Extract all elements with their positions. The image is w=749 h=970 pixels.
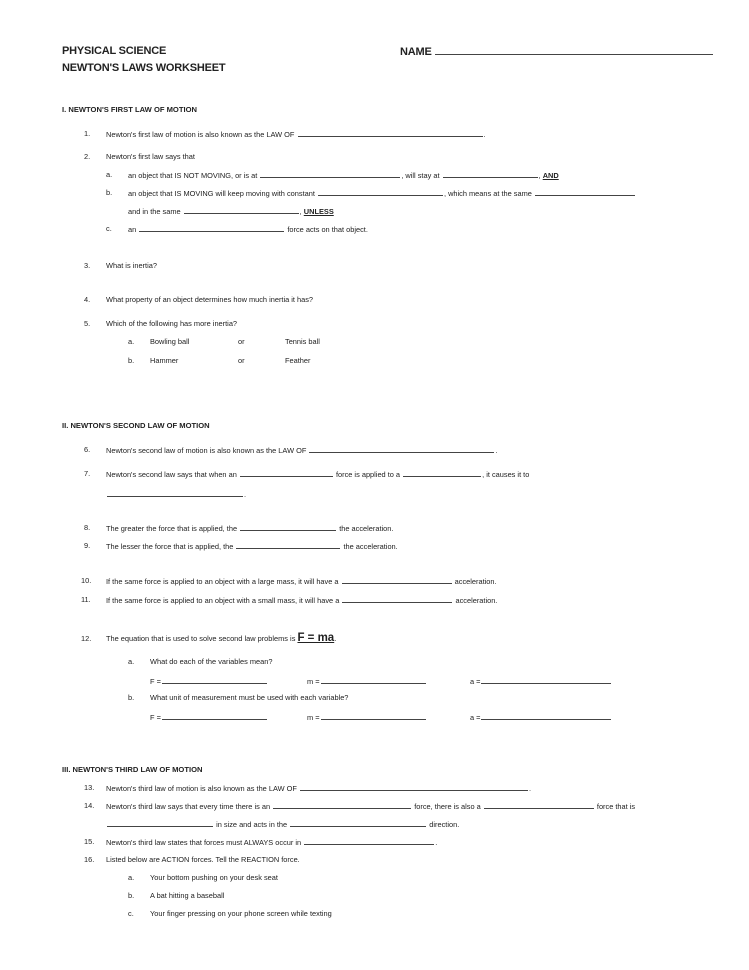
field-label: m = [307,677,320,686]
question-text: Newton's third law states that forces must ALWAYS occur in [106,838,302,847]
item-letter: b. [128,693,135,702]
question-2a: an object that IS NOT MOVING, or is at , will stay at , AND [128,171,559,180]
answer-blank[interactable] [240,523,336,531]
answer-blank[interactable] [304,837,434,845]
question-text: . [495,446,498,455]
question-text: an object that IS NOT MOVING, or is at [128,171,258,180]
answer-blank[interactable] [318,188,443,196]
question-12 [106,632,336,644]
name-field[interactable] [400,45,714,58]
answer-blank[interactable] [139,224,284,232]
item-letter: c. [128,909,134,918]
question-10 [106,576,497,586]
question-9 [106,541,398,551]
answer-blank[interactable] [342,576,452,584]
question-text: an object that IS MOVING will keep moving with constant [128,189,315,198]
question-text: Newton's second law of motion is also known as the LAW OF [106,446,307,455]
field-label: m = [307,713,320,722]
question-text: force acts on that object. [287,225,368,234]
answer-blank[interactable] [107,819,213,827]
question-text: acceleration. [454,577,497,586]
question-text: . [244,490,247,499]
question-number: 16. [84,855,95,864]
question-text: Newton's third law of motion is also known as the LAW OF [106,784,297,793]
option-text: Feather [285,356,311,365]
question-text: in size and acts in the [216,820,288,829]
question-text: If the same force is applied to an object with a large mass, it will have a [106,577,339,586]
question-text: , which means at the same [443,189,532,198]
item-letter: a. [128,873,135,882]
answer-blank[interactable] [240,469,333,477]
question-16: Listed below are ACTION forces. Tell the REACTION force. [106,855,300,864]
question-14-continued [106,819,459,829]
question-text: force, there is also a [414,802,481,811]
item-letter: a. [128,657,135,666]
question-text: The lesser the force that is applied, the [106,542,234,551]
question-text: , it causes it to [482,470,530,479]
question-number: 5. [84,319,91,328]
a-field [470,676,612,686]
question-number: 4. [84,295,91,304]
answer-blank[interactable] [300,783,528,791]
question-2: Newton's first law says that [106,152,195,161]
answer-blank[interactable] [342,595,452,603]
answer-blank[interactable] [321,676,426,684]
question-15 [106,837,437,847]
question-2b-continued: and in the same , UNLESS [128,207,334,216]
question-number: 10. [81,576,92,585]
a-unit-field [470,712,612,722]
answer-blank[interactable] [309,445,494,453]
question-text: acceleration. [455,596,498,605]
answer-blank[interactable] [535,188,635,196]
answer-blank[interactable] [260,170,400,178]
question-12a: What do each of the variables mean? [150,657,273,666]
question-text: force that is [596,802,636,811]
question-number: 3. [84,261,91,270]
question-number: 14. [84,801,95,810]
subject-title: PHYSICAL SCIENCE [62,45,167,57]
question-7-continued [106,489,246,499]
section-heading: I. NEWTON'S FIRST LAW OF MOTION [62,105,197,114]
question-number: 12. [81,634,92,643]
question-text: the acceleration. [339,524,394,533]
emphasis-text: UNLESS [303,207,334,216]
question-text: . [528,784,532,793]
question-text: Newton's third law says that every time there is an [106,802,271,811]
m-unit-field [307,712,427,722]
question-text: force is applied to a [335,470,401,479]
f-unit-field [150,712,268,722]
name-blank[interactable] [435,45,713,55]
answer-blank[interactable] [184,206,299,214]
equation: F = ma [297,632,335,644]
question-8 [106,523,393,533]
question-text: , will stay at [401,171,440,180]
worksheet-title: NEWTON'S LAWS WORKSHEET [62,62,226,74]
question-5: Which of the following has more inertia? [106,319,238,328]
answer-blank[interactable] [290,819,426,827]
item-letter: b. [128,356,135,365]
answer-blank[interactable] [273,801,411,809]
question-11 [106,595,497,605]
question-number: 7. [84,469,91,478]
option-text: Hammer [150,356,179,365]
question-2c [128,224,368,234]
question-number: 8. [84,523,91,532]
option-text: Tennis ball [285,337,320,346]
question-number: 1. [84,129,91,138]
question-14 [106,801,635,811]
answer-blank[interactable] [162,676,267,684]
answer-blank[interactable] [107,489,243,497]
question-number: 13. [84,783,95,792]
field-label: F = [150,677,161,686]
item-letter: a. [128,337,135,346]
question-text: The equation that is used to solve second law problems is [106,634,296,643]
option-or: or [238,356,245,365]
question-text: Newton's first law of motion is also known as the LAW OF [106,130,295,139]
question-12b: What unit of measurement must be used with each variable? [150,693,349,702]
question-number: 9. [84,541,91,550]
question-2b [128,188,636,198]
answer-blank[interactable] [162,712,267,720]
question-text: Newton's second law says that when an [106,470,237,479]
question-number: 6. [84,445,91,454]
question-text: . [483,130,486,139]
question-16a: Your bottom pushing on your desk seat [150,873,278,882]
emphasis-text: AND [542,171,559,180]
question-text: The greater the force that is applied, the [106,524,238,533]
field-label: a = [470,713,481,722]
question-13 [106,783,531,793]
question-16b: A bat hitting a baseball [150,891,225,900]
answer-blank[interactable] [298,129,483,137]
question-text: and in the same [128,207,181,216]
question-number: 11. [81,595,91,604]
question-7 [106,469,529,479]
answer-blank[interactable] [403,469,481,477]
answer-blank[interactable] [443,170,538,178]
item-letter: b. [106,188,113,197]
answer-blank[interactable] [484,801,594,809]
question-16c: Your finger pressing on your phone screen while texting [150,909,332,918]
option-or: or [238,337,245,346]
f-field [150,676,268,686]
answer-blank[interactable] [481,676,611,684]
question-number: 2. [84,152,91,161]
section-heading: III. NEWTON'S THIRD LAW OF MOTION [62,765,203,774]
item-letter: b. [128,891,135,900]
question-1 [106,129,486,139]
field-label: a = [470,677,481,686]
question-text: . [334,634,337,643]
question-6 [106,445,498,455]
m-field [307,676,427,686]
question-3: What is inertia? [106,261,157,270]
question-number: 15. [84,837,95,846]
question-text: an [128,225,137,234]
field-label: F = [150,713,161,722]
answer-blank[interactable] [236,541,340,549]
option-text: Bowling ball [150,337,190,346]
question-4: What property of an object determines how much inertia it has? [106,295,314,304]
question-text: . [435,838,438,847]
question-text: the acceleration. [343,542,398,551]
name-label: NAME [400,46,432,58]
answer-blank[interactable] [481,712,611,720]
item-letter: a. [106,170,113,179]
question-text: direction. [429,820,460,829]
answer-blank[interactable] [321,712,426,720]
question-text: If the same force is applied to an object with a small mass, it will have a [106,596,340,605]
section-heading: II. NEWTON'S SECOND LAW OF MOTION [62,421,210,430]
item-letter: c. [106,224,112,233]
